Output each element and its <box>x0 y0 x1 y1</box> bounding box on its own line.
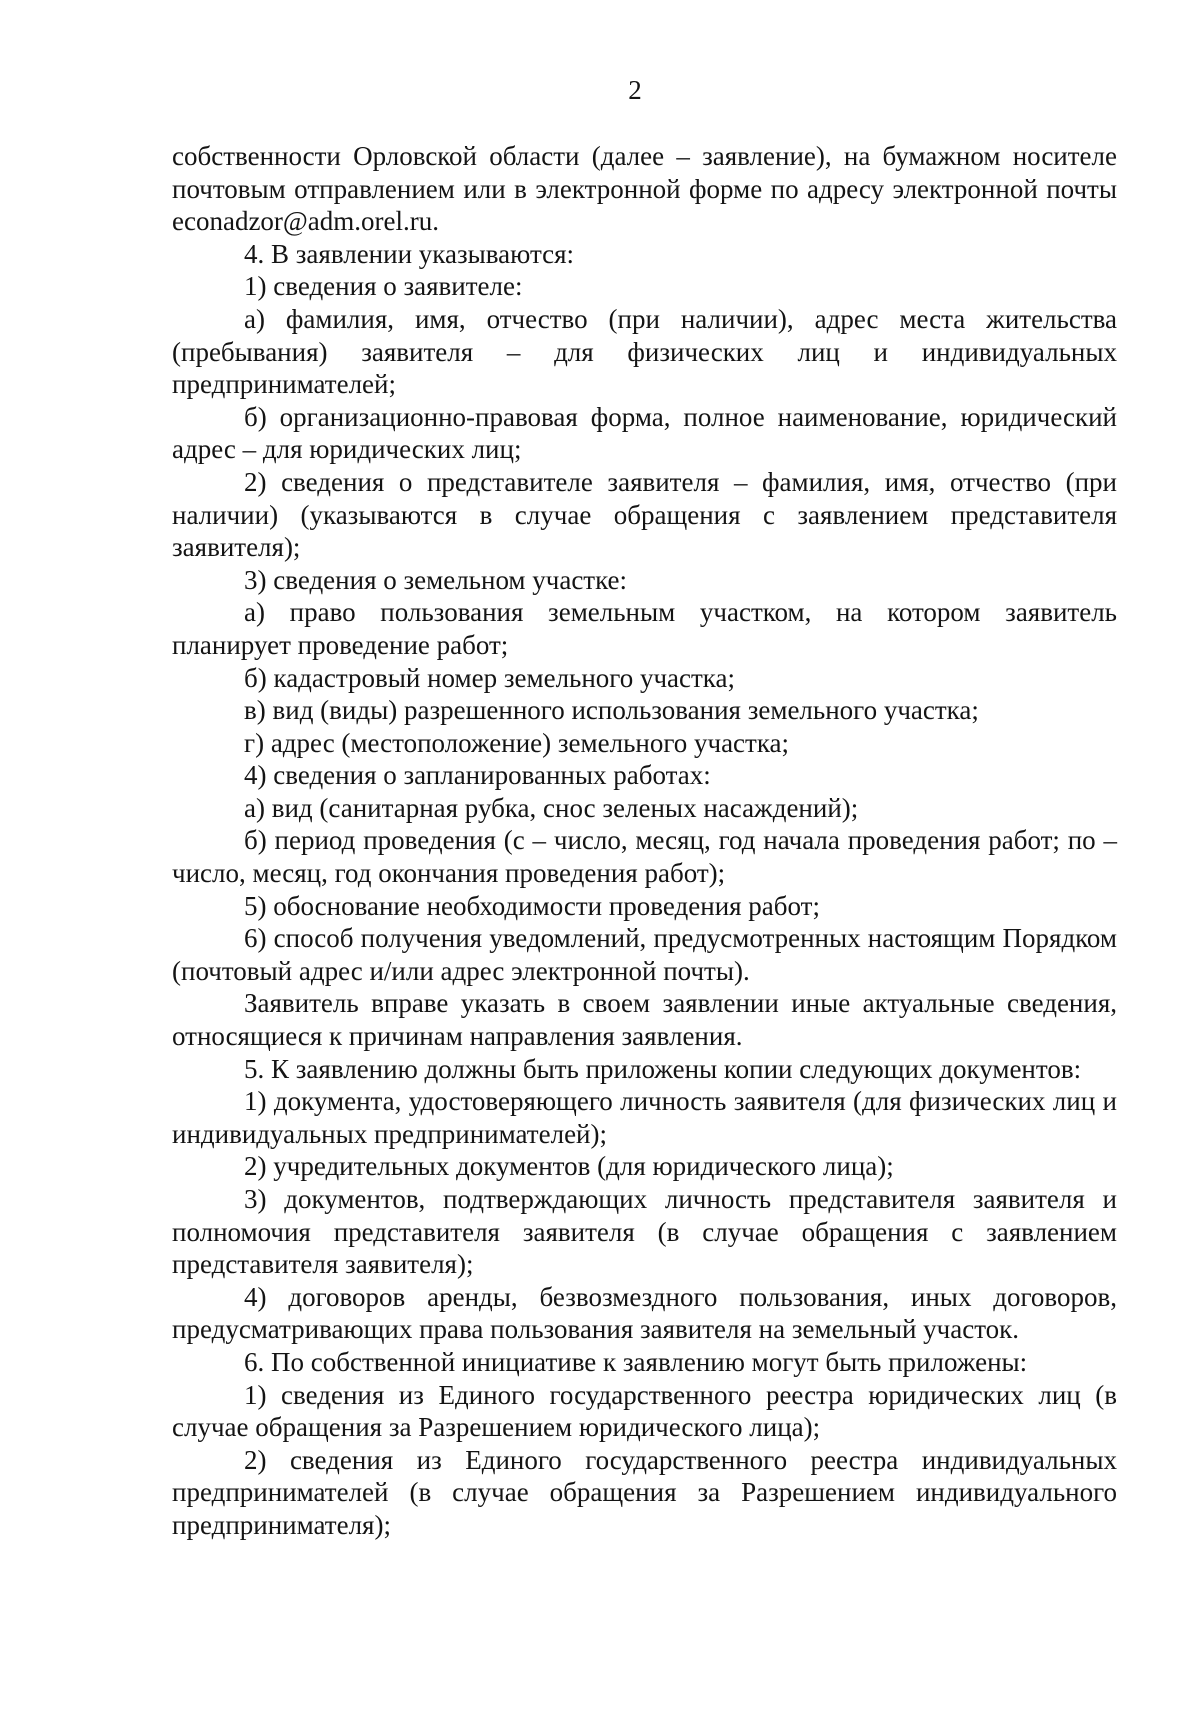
paragraph-subitem-4-6: 6) способ получения уведомлений, предусмотренных настоящим Порядком (почтовый адрес и/или адрес электронной почты). <box>172 923 1117 986</box>
paragraph-subitem-6-1: 1) сведения из Единого государственного реестра юридических лиц (в случае обращения за Разрешением юридического лица); <box>172 1379 1117 1443</box>
document-body <box>172 140 1117 1542</box>
paragraph-subitem-6-2: 2) сведения из Единого государственного реестра индивидуальных предпринимателей (в случае обращения за Разрешением индивидуального предпринимателя); <box>172 1444 1117 1540</box>
paragraph-item-5: 5. К заявлению должны быть приложены копии следующих документов: <box>244 1053 1082 1084</box>
paragraph-subitem-4-1-a: а) фамилия, имя, отчество (при наличии), адрес места жительства (пребывания) заявителя – для физических лиц и индивидуальных предпринимателей; <box>172 303 1117 400</box>
paragraph-subitem-5-2: 2) учредительных документов (для юридического лица); <box>244 1151 894 1182</box>
paragraph-subitem-4-3-g: г) адрес (местоположение) земельного участка; <box>244 727 790 758</box>
paragraph-subitem-5-1: 1) документа, удостоверяющего личность заявителя (для физических лиц и индивидуальных предпринимателей); <box>172 1086 1117 1149</box>
paragraph-continuation: собственности Орловской области (далее – заявление), на бумажном носителе почтовым отправлением или в электронной форме по адресу электронной почты econadzor@adm.orel.ru. <box>172 141 1117 237</box>
paragraph-subitem-4-3-b: б) кадастровый номер земельного участка; <box>244 662 735 693</box>
paragraph-subitem-5-4: 4) договоров аренды, безвозмездного пользования, иных договоров, предусматривающих права пользования заявителя на земельный участок. <box>172 1281 1117 1345</box>
paragraph-subitem-4-3: 3) сведения о земельном участке: <box>244 564 628 595</box>
paragraph-subitem-4-1-b: б) организационно-правовая форма, полное наименование, юридический адрес – для юридических лиц; <box>172 401 1117 465</box>
paragraph-subitem-5-3: 3) документов, подтверждающих личность представителя заявителя и полномочия представителя заявителя (в случае обращения с заявлением представителя заявителя); <box>172 1184 1117 1280</box>
paragraph-subitem-4-3-a: а) право пользования земельным участком, на котором заявитель планирует проведение работ; <box>172 597 1117 660</box>
paragraph-subitem-4-2: 2) сведения о представителе заявителя – фамилия, имя, отчество (при наличии) (указываются в случае обращения с заявлением представителя заявителя); <box>172 466 1117 563</box>
paragraph-subitem-4-4: 4) сведения о запланированных работах: <box>244 760 711 791</box>
page-number: 2 <box>628 75 642 105</box>
paragraph-applicant-note: Заявитель вправе указать в своем заявлении иные актуальные сведения, относящиеся к причинам направления заявления. <box>172 988 1117 1052</box>
paragraph-subitem-4-5: 5) обоснование необходимости проведения работ; <box>244 890 820 921</box>
paragraph-subitem-4-3-v: в) вид (виды) разрешенного использования земельного участка; <box>244 695 979 726</box>
paragraph-item-4: 4. В заявлении указываются: <box>244 238 574 269</box>
paragraph-subitem-4-1: 1) сведения о заявителе: <box>244 271 523 302</box>
paragraph-subitem-4-4-b: б) период проведения (с – число, месяц, год начала проведения работ; по – число, месяц, год окончания проведения работ); <box>172 825 1117 889</box>
paragraph-item-6: 6. По собственной инициативе к заявлению могут быть приложены: <box>244 1346 1028 1377</box>
paragraph-subitem-4-4-a: а) вид (санитарная рубка, снос зеленых насаждений); <box>244 792 859 823</box>
